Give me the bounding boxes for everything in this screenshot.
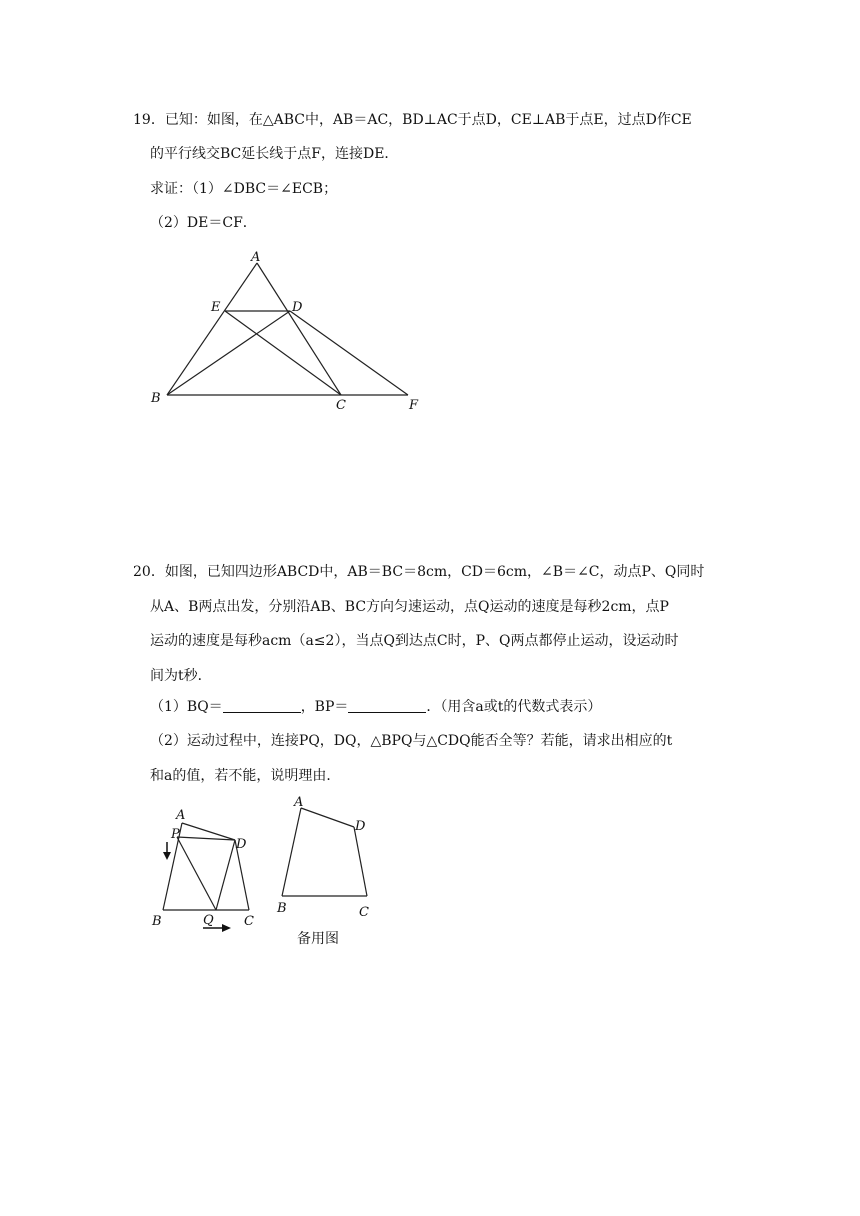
fig2-label-A: A xyxy=(294,795,304,810)
segment-DC-2 xyxy=(354,827,367,896)
fig1-label-D: D xyxy=(236,837,247,852)
fig1-label-Q: Q xyxy=(203,913,214,928)
label-F: F xyxy=(409,398,419,413)
fig2-label-B: B xyxy=(277,901,287,916)
q20-line-7: 和a的值，若不能，说明理由． xyxy=(150,768,341,784)
fig1-label-C: C xyxy=(244,914,254,929)
q20-line-2: 从A、B两点出发，分别沿AB、BC方向匀速运动，点Q运动的速度是每秒2cm，点P xyxy=(150,599,669,615)
fig1-label-A: A xyxy=(176,808,186,823)
q20-part1-bp: ，BP＝ xyxy=(300,699,349,715)
segment-AB xyxy=(167,263,257,395)
arrow-q-right-icon xyxy=(203,924,231,932)
q20-part1-bq: （1）BQ＝ xyxy=(150,699,223,715)
q20-line-6: （2）运动过程中，连接PQ，DQ，△BPQ与△CDQ能否全等？若能，请求出相应的t xyxy=(150,733,673,749)
segment-CE xyxy=(225,311,341,395)
segment-AD-1 xyxy=(182,823,235,840)
segment-PD xyxy=(177,837,235,840)
label-C: C xyxy=(336,398,346,413)
segment-AB-1 xyxy=(163,823,182,910)
fig1-label-B: B xyxy=(152,914,162,929)
q20-line-5 xyxy=(150,698,601,716)
label-E: E xyxy=(211,300,221,315)
segment-AC xyxy=(257,263,341,395)
label-A: A xyxy=(251,250,261,265)
q20-line-1: 20．如图，已知四边形ABCD中，AB＝BC＝8cm，CD＝6cm，∠B＝∠C，动点P、Q同时 xyxy=(133,564,705,580)
segment-BD xyxy=(167,311,290,395)
segment-AB-2 xyxy=(282,808,301,896)
q19-line-4: （2）DE＝CF． xyxy=(150,215,257,231)
segment-AD-2 xyxy=(301,808,354,827)
answer-blank-bq xyxy=(223,700,301,713)
q20-line-4: 间为t秒． xyxy=(150,668,212,684)
segment-DC-1 xyxy=(235,840,249,910)
fig1-label-P: P xyxy=(171,827,180,842)
q19-line-3: 求证：（1）∠DBC＝∠ECB； xyxy=(150,181,338,197)
q20-part1-note: ．（用含a或t的代数式表示） xyxy=(426,699,602,715)
fig2-caption: 备用图 xyxy=(297,931,339,947)
segment-DQ xyxy=(216,840,235,910)
q19-line-1: 19．已知：如图，在△ABC中，AB＝AC，BD⊥AC于点D，CE⊥AB于点E，过点D作CE xyxy=(133,112,692,128)
q19-line-2: 的平行线交BC延长线于点F，连接DE． xyxy=(150,146,399,162)
fig2-label-D: D xyxy=(355,819,366,834)
fig2-label-C: C xyxy=(359,905,369,920)
q20-line-3: 运动的速度是每秒acm（a≤2），当点Q到达点C时，P、Q两点都停止运动，设运动时 xyxy=(150,633,679,649)
segment-PQ xyxy=(177,837,216,910)
label-B: B xyxy=(151,391,161,406)
label-D: D xyxy=(292,300,303,315)
arrow-p-down-icon xyxy=(163,842,171,860)
segment-DF xyxy=(290,311,408,395)
answer-blank-bp xyxy=(348,700,426,713)
